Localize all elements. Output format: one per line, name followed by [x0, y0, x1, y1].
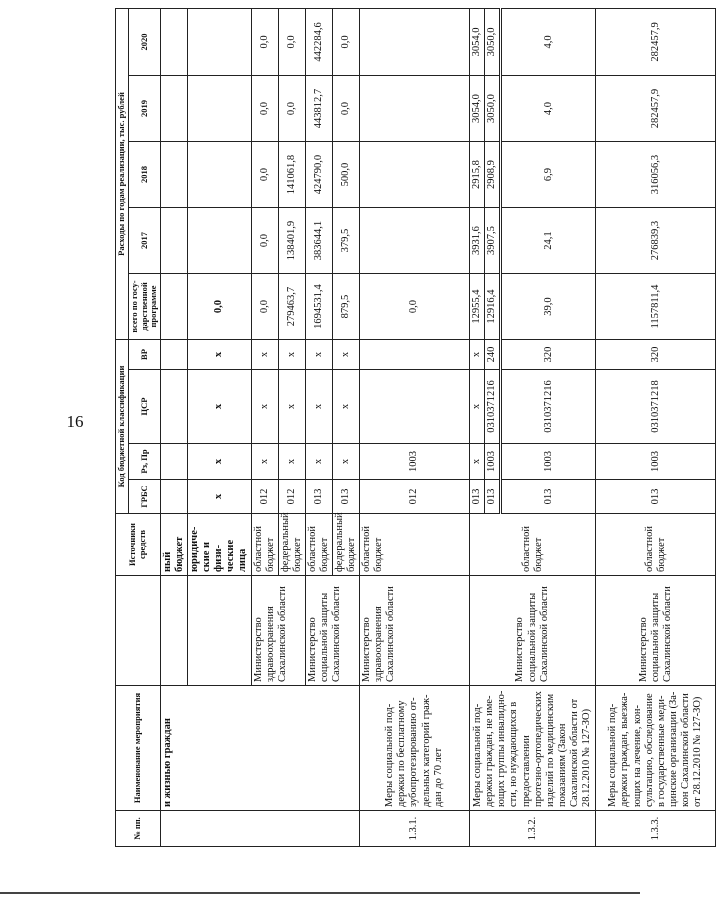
cell-2020: [188, 8, 251, 75]
header-no: № пп.: [116, 811, 161, 847]
cell-2017: [188, 208, 251, 274]
cell-csr: х: [251, 370, 278, 444]
cell-rzpr: [161, 444, 188, 480]
row-executor: Министерство социальной защиты Сахалинской области: [305, 576, 359, 686]
cell-total: [161, 274, 188, 340]
table-row-1-3-3: [596, 8, 716, 846]
row-source: юридические и физические лица: [188, 514, 251, 576]
row-no: 1.3.3.: [596, 811, 716, 847]
header-year-2017: 2017: [128, 208, 160, 274]
row-name: Меры социальной поддержки граждан, выезжающих на лечение, консультацию, обследование в государственные медицинские организации (Закон Сахалинской области от 28.12.2010 № 127-ЗО): [596, 686, 716, 811]
cell-2020: 4,0: [501, 8, 596, 75]
cell-2017: 3907,5: [485, 208, 501, 274]
cell-2020: 0,0: [278, 8, 305, 75]
row-executor: [188, 576, 251, 686]
row-no: 1.3.1.: [360, 811, 470, 847]
cell-2019: 4,0: [501, 76, 596, 142]
cell-2020: [161, 8, 188, 75]
cell-2019: [188, 76, 251, 142]
cell-rzpr: 1003: [501, 444, 596, 480]
cell-total: 0,0: [251, 274, 278, 340]
cell-total: 12916,4: [485, 274, 501, 340]
cell-2018: [161, 142, 188, 208]
cell-grbs: 012: [251, 480, 278, 514]
row-source: федеральный бюджет: [332, 514, 359, 576]
cell-grbs: 013: [332, 480, 359, 514]
cell-rzpr: 1003: [360, 444, 470, 480]
cell-2019: 3054,0: [470, 76, 485, 142]
header-rzpr: Рз, Пр: [128, 444, 160, 480]
row-source: областной бюджет: [360, 514, 470, 576]
cell-rzpr: 1003: [596, 444, 716, 480]
cell-2018: 141061,8: [278, 142, 305, 208]
row-source: федеральный бюджет: [278, 514, 305, 576]
row-executor: Министерство социальной защиты Сахалинской области: [596, 576, 716, 686]
row-executor: Министерство социальной защиты Сахалинской области: [470, 576, 596, 686]
cell-2020: 442284,6: [305, 8, 332, 75]
table-row-1-3-1: [360, 8, 470, 846]
row-no: [161, 811, 360, 847]
cell-csr: х: [305, 370, 332, 444]
header-budget-code: Код бюджетной классификации: [116, 340, 129, 514]
cell-total: 39,0: [501, 274, 596, 340]
cell-rzpr: х: [332, 444, 359, 480]
cell-2020: 282457,9: [596, 8, 716, 75]
cell-2019: 0,0: [251, 76, 278, 142]
cell-2018: 424790,0: [305, 142, 332, 208]
cell-2017: 3931,6: [470, 208, 485, 274]
cell-grbs: 013: [305, 480, 332, 514]
cell-2017: [360, 208, 470, 274]
cell-2020: 0,0: [332, 8, 359, 75]
row-name: Меры социальной поддержки по бесплатному зубопротезированию отдельных категорий граждан до 70 лет: [360, 686, 470, 811]
cell-2020: 3050,0: [485, 8, 501, 75]
cell-vr: 320: [596, 340, 716, 370]
table-row: [161, 8, 188, 846]
page-number: 16: [66, 412, 84, 431]
cell-total: 879,5: [332, 274, 359, 340]
cell-vr: х: [251, 340, 278, 370]
cell-rzpr: х: [305, 444, 332, 480]
cell-2020: 3054,0: [470, 8, 485, 75]
cell-rzpr: х: [278, 444, 305, 480]
row-executor: [161, 576, 188, 686]
cell-csr: 0310371216: [501, 370, 596, 444]
cell-total: 0,0: [188, 274, 251, 340]
cell-csr: [360, 370, 470, 444]
cell-2018: 316056,3: [596, 142, 716, 208]
row-executor: Министерство здравоохранения Сахалинской области: [251, 576, 305, 686]
row-no: 1.3.2.: [470, 811, 596, 847]
cell-vr: [360, 340, 470, 370]
header-csr: ЦСР: [128, 370, 160, 444]
cell-2019: [161, 76, 188, 142]
cell-grbs: 013: [596, 480, 716, 514]
cell-2017: 0,0: [251, 208, 278, 274]
cell-2018: [188, 142, 251, 208]
cell-2018: 6,9: [501, 142, 596, 208]
header-year-2018: 2018: [128, 142, 160, 208]
cell-2019: 3050,0: [485, 76, 501, 142]
cell-2018: 2915,8: [470, 142, 485, 208]
cell-csr: 0310371216: [485, 370, 501, 444]
header-year-2020: 2020: [128, 8, 160, 75]
cell-vr: [161, 340, 188, 370]
header-expenses: Расходы по годам реализации, тыс. рублей: [116, 8, 129, 339]
header-executor: [116, 576, 161, 686]
cell-2017: 24,1: [501, 208, 596, 274]
cell-rzpr: х: [188, 444, 251, 480]
cell-vr: х: [332, 340, 359, 370]
row-source: ный бюджет: [161, 514, 188, 576]
cell-2019: 443812,7: [305, 76, 332, 142]
cell-vr: х: [278, 340, 305, 370]
row-name: и жизнью граждан: [161, 686, 360, 811]
row-source: областной бюджет: [596, 514, 716, 576]
cell-csr: х: [470, 370, 485, 444]
cell-grbs: 013: [501, 480, 596, 514]
row-source: областной бюджет: [305, 514, 332, 576]
cell-grbs: 012: [360, 480, 470, 514]
cell-2019: 282457,9: [596, 76, 716, 142]
cell-csr: [161, 370, 188, 444]
bottom-divider: [0, 892, 640, 894]
row-executor: Министерство здравоохранения Сахалинской области: [360, 576, 470, 686]
cell-rzpr: 1003: [485, 444, 501, 480]
cell-2018: 2908,9: [485, 142, 501, 208]
cell-csr: 0310371218: [596, 370, 716, 444]
cell-csr: х: [188, 370, 251, 444]
row-source: областной бюджет: [251, 514, 278, 576]
cell-2018: [360, 142, 470, 208]
cell-csr: х: [332, 370, 359, 444]
cell-grbs: 012: [278, 480, 305, 514]
budget-table: [115, 8, 716, 847]
header-total: всего по государственной программе: [128, 274, 160, 340]
header-vr: ВР: [128, 340, 160, 370]
header-source: Источники средств: [116, 514, 161, 576]
cell-total: 279463,7: [278, 274, 305, 340]
header-grbs: ГРБС: [128, 480, 160, 514]
cell-rzpr: х: [470, 444, 485, 480]
cell-grbs: 013: [470, 480, 485, 514]
cell-csr: х: [278, 370, 305, 444]
cell-total: 1157811,4: [596, 274, 716, 340]
cell-grbs: [161, 480, 188, 514]
cell-grbs: х: [188, 480, 251, 514]
cell-vr: х: [470, 340, 485, 370]
header-name: Наименование мероприятия: [116, 686, 161, 811]
cell-total: 0,0: [360, 274, 470, 340]
table-row-1-3-2: [470, 8, 485, 846]
cell-2019: [360, 76, 470, 142]
cell-2017: 276839,3: [596, 208, 716, 274]
cell-2017: 383644,1: [305, 208, 332, 274]
cell-2020: [360, 8, 470, 75]
row-name: Меры социальной поддержки граждан, не имеющих группы инвалидности, но нуждающихся в предоставлении протезно-ортопедических изделий по медицинским показаниям (Закон Сахалинской области от 28.12.2010 № 127-ЗО): [470, 686, 596, 811]
header-row-1: [116, 8, 129, 846]
cell-2019: 0,0: [278, 76, 305, 142]
cell-vr: х: [305, 340, 332, 370]
cell-2018: 0,0: [251, 142, 278, 208]
row-source: областной бюджет: [470, 514, 596, 576]
cell-grbs: 013: [485, 480, 501, 514]
cell-total: 1694531,4: [305, 274, 332, 340]
cell-vr: х: [188, 340, 251, 370]
cell-2018: 500,0: [332, 142, 359, 208]
cell-vr: 240: [485, 340, 501, 370]
cell-total: 12955,4: [470, 274, 485, 340]
cell-2017: 138401,9: [278, 208, 305, 274]
cell-2019: 0,0: [332, 76, 359, 142]
header-year-2019: 2019: [128, 76, 160, 142]
cell-2017: 379,5: [332, 208, 359, 274]
cell-2017: [161, 208, 188, 274]
rotated-table-container: [115, 9, 703, 847]
cell-2020: 0,0: [251, 8, 278, 75]
cell-vr: 320: [501, 340, 596, 370]
cell-rzpr: х: [251, 444, 278, 480]
